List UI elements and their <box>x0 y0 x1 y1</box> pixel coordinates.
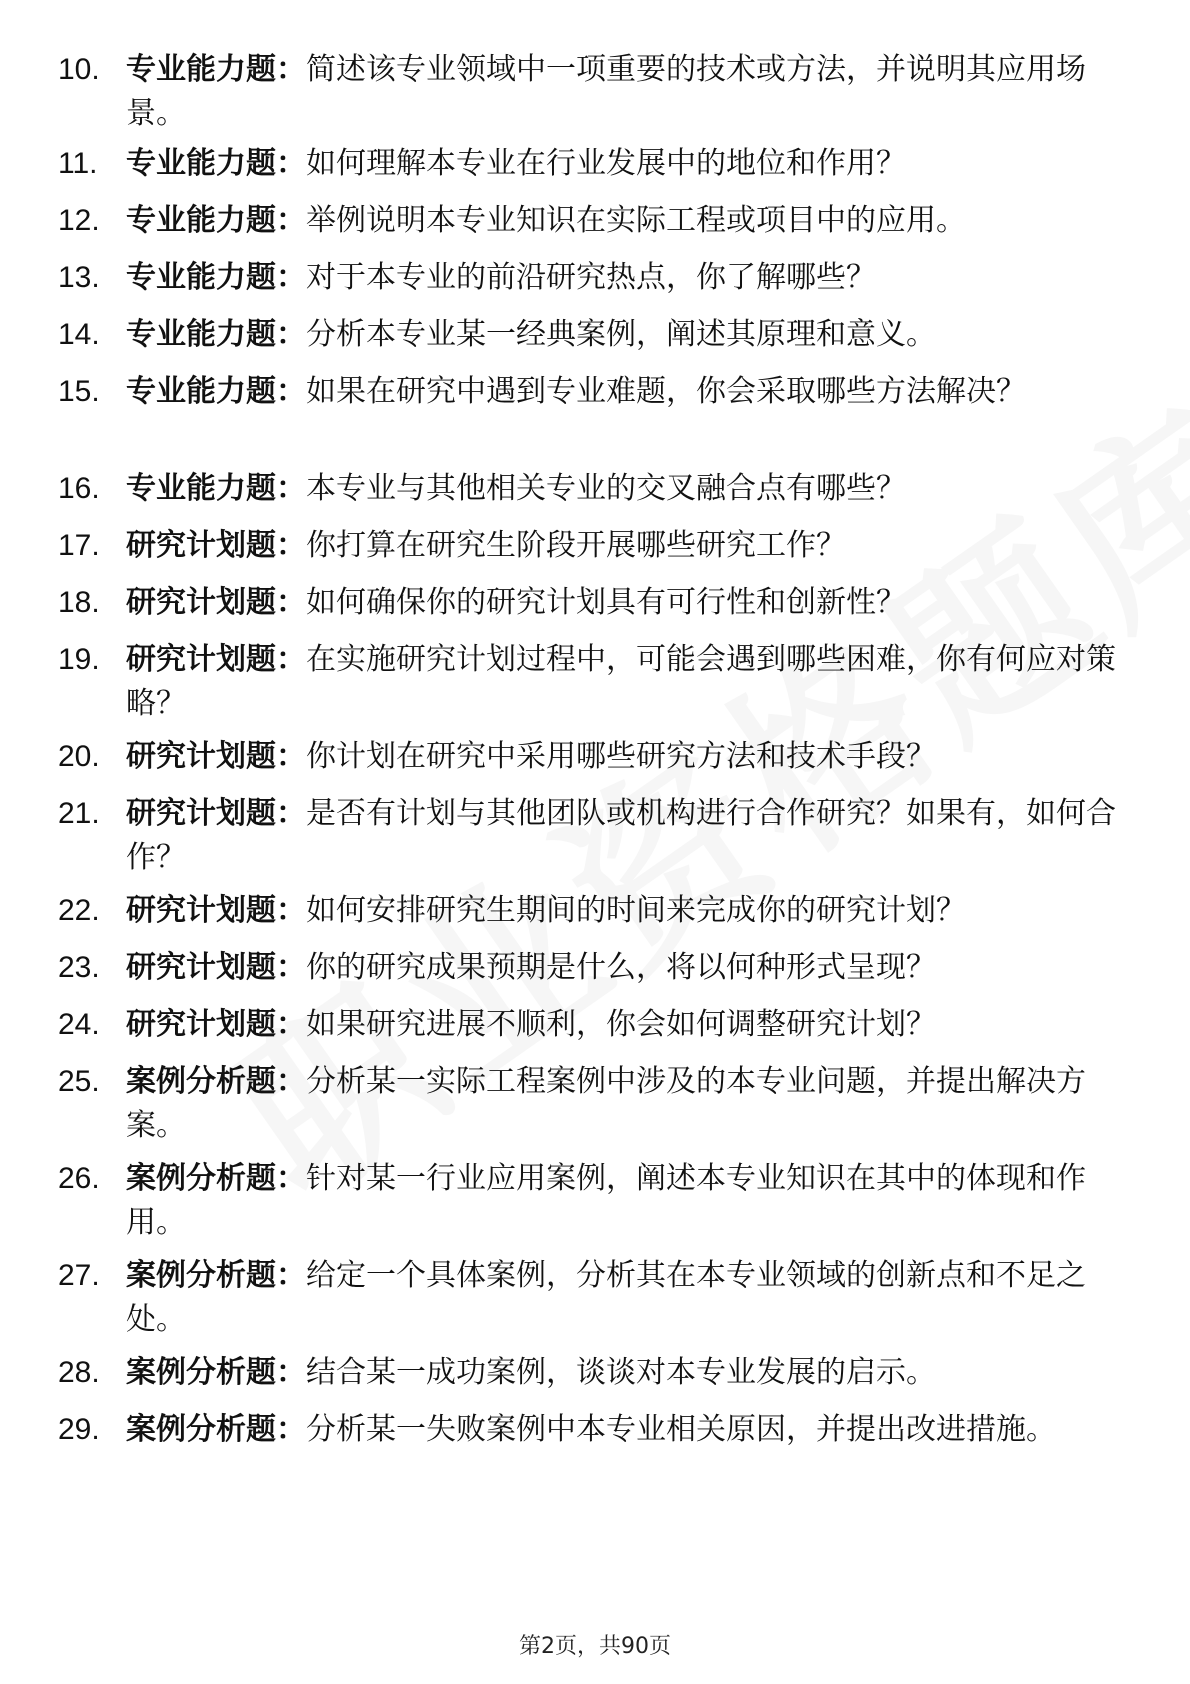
item-text: 针对某一行业应用案例，阐述本专业知识在其中的体现和作用。 <box>126 1161 1086 1240</box>
item-category: 专业能力题： <box>126 471 306 506</box>
item-number: 25. <box>58 1065 100 1098</box>
item-body <box>126 1254 1118 1342</box>
item-number: 19. <box>58 643 100 676</box>
item-number: 28. <box>58 1356 100 1389</box>
item-number: 23. <box>58 951 100 984</box>
item-category: 案例分析题： <box>126 1161 306 1196</box>
item-number: 17. <box>58 529 100 562</box>
list-item <box>58 142 1118 186</box>
item-number: 15. <box>58 375 100 408</box>
item-text: 如果研究进展不顺利，你会如何调整研究计划？ <box>306 1007 936 1042</box>
item-category: 研究计划题： <box>126 739 306 774</box>
item-category: 专业能力题： <box>126 374 306 409</box>
item-category: 专业能力题： <box>126 260 306 295</box>
item-body <box>126 256 1118 300</box>
item-number: 21. <box>58 797 100 830</box>
list-item <box>58 256 1118 300</box>
item-body <box>126 638 1118 726</box>
item-category: 专业能力题： <box>126 146 306 181</box>
item-body <box>126 1157 1118 1245</box>
item-text: 你的研究成果预期是什么，将以何种形式呈现？ <box>306 950 936 985</box>
item-body <box>126 370 1118 414</box>
item-text: 你计划在研究中采用哪些研究方法和技术手段？ <box>306 739 936 774</box>
item-number: 26. <box>58 1162 100 1195</box>
item-category: 专业能力题： <box>126 317 306 352</box>
item-number: 22. <box>58 894 100 927</box>
item-body <box>126 1408 1118 1452</box>
item-category: 案例分析题： <box>126 1412 306 1447</box>
item-category: 研究计划题： <box>126 950 306 985</box>
list-item <box>58 1254 1118 1342</box>
item-number: 16. <box>58 472 100 505</box>
item-text: 在实施研究计划过程中，可能会遇到哪些困难，你有何应对策略？ <box>126 642 1116 721</box>
item-body <box>126 313 1118 357</box>
item-text: 是否有计划与其他团队或机构进行合作研究？如果有，如何合作？ <box>126 796 1116 875</box>
item-text: 本专业与其他相关专业的交叉融合点有哪些？ <box>306 471 906 506</box>
list-item <box>58 735 1118 779</box>
list-item <box>58 199 1118 243</box>
item-body <box>126 889 1118 933</box>
item-category: 研究计划题： <box>126 796 306 831</box>
item-number: 13. <box>58 261 100 294</box>
item-category: 研究计划题： <box>126 1007 306 1042</box>
item-number: 29. <box>58 1413 100 1446</box>
list-item <box>58 581 1118 625</box>
item-text: 如何确保你的研究计划具有可行性和创新性？ <box>306 585 906 620</box>
list-item <box>58 946 1118 990</box>
item-text: 分析某一失败案例中本专业相关原因，并提出改进措施。 <box>306 1412 1056 1447</box>
item-category: 案例分析题： <box>126 1064 306 1099</box>
page-number: 第2页，共90页 <box>519 1634 671 1659</box>
item-body <box>126 581 1118 625</box>
item-text: 如何安排研究生期间的时间来完成你的研究计划？ <box>306 893 966 928</box>
item-body <box>126 467 1118 511</box>
list-item <box>58 1003 1118 1047</box>
item-category: 研究计划题： <box>126 528 306 563</box>
item-body <box>126 1060 1118 1148</box>
item-text: 分析本专业某一经典案例，阐述其原理和意义。 <box>306 317 936 352</box>
item-number: 24. <box>58 1008 100 1041</box>
item-text: 如果在研究中遇到专业难题，你会采取哪些方法解决？ <box>306 374 1026 409</box>
item-body <box>126 48 1118 136</box>
item-text: 结合某一成功案例，谈谈对本专业发展的启示。 <box>306 1355 936 1390</box>
item-category: 研究计划题： <box>126 642 306 677</box>
item-text: 给定一个具体案例，分析其在本专业领域的创新点和不足之处。 <box>126 1258 1086 1337</box>
item-body <box>126 199 1118 243</box>
item-number: 27. <box>58 1259 100 1292</box>
item-number: 12. <box>58 204 100 237</box>
item-body <box>126 735 1118 779</box>
item-category: 案例分析题： <box>126 1355 306 1390</box>
list-item <box>58 524 1118 568</box>
item-number: 20. <box>58 740 100 773</box>
item-text: 你打算在研究生阶段开展哪些研究工作？ <box>306 528 846 563</box>
list-item <box>58 467 1118 511</box>
list-item <box>58 1408 1118 1452</box>
item-number: 10. <box>58 53 100 86</box>
item-number: 18. <box>58 586 100 619</box>
item-text: 如何理解本专业在行业发展中的地位和作用？ <box>306 146 906 181</box>
list-item <box>58 370 1118 414</box>
item-number: 14. <box>58 318 100 351</box>
item-text: 简述该专业领域中一项重要的技术或方法，并说明其应用场景。 <box>126 52 1086 131</box>
list-item <box>58 792 1118 880</box>
item-category: 专业能力题： <box>126 52 306 87</box>
item-category: 研究计划题： <box>126 893 306 928</box>
list-item <box>58 638 1118 726</box>
item-body <box>126 142 1118 186</box>
list-item <box>58 48 1118 136</box>
list-item <box>58 1157 1118 1245</box>
item-text: 举例说明本专业知识在实际工程或项目中的应用。 <box>306 203 966 238</box>
item-number: 11. <box>58 147 98 180</box>
item-body <box>126 792 1118 880</box>
list-item <box>58 889 1118 933</box>
item-category: 专业能力题： <box>126 203 306 238</box>
item-body <box>126 524 1118 568</box>
item-body <box>126 1351 1118 1395</box>
item-text: 对于本专业的前沿研究热点，你了解哪些？ <box>306 260 876 295</box>
list-item <box>58 313 1118 357</box>
list-item <box>58 1351 1118 1395</box>
list-item <box>58 1060 1118 1148</box>
item-body <box>126 946 1118 990</box>
item-body <box>126 1003 1118 1047</box>
item-category: 案例分析题： <box>126 1258 306 1293</box>
item-category: 研究计划题： <box>126 585 306 620</box>
item-text: 分析某一实际工程案例中涉及的本专业问题，并提出解决方案。 <box>126 1064 1086 1143</box>
